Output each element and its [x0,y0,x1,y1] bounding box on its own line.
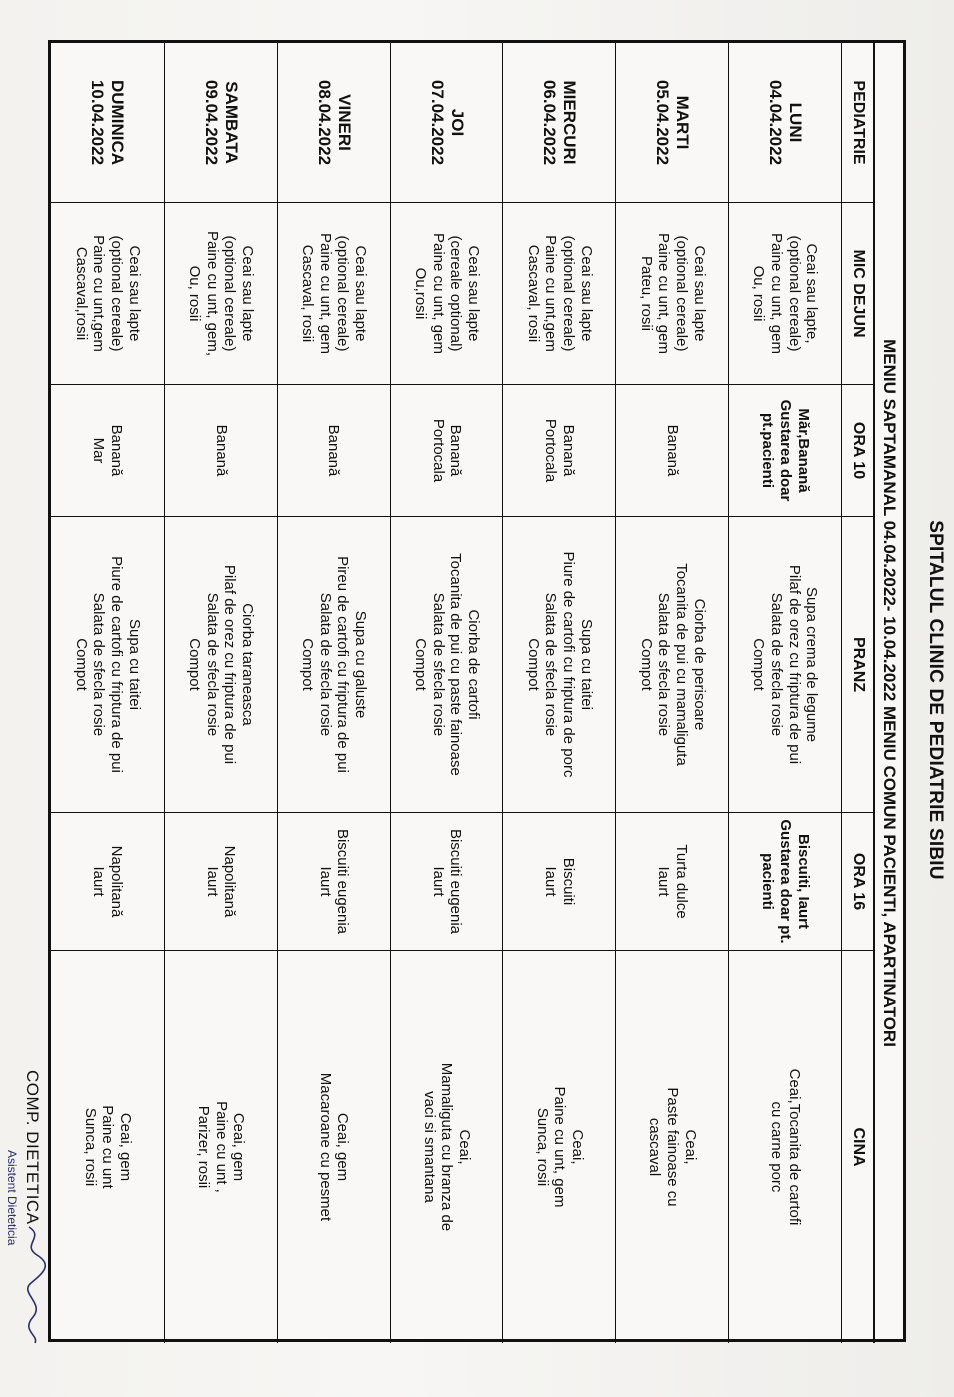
meal-cell-ora16 [164,813,277,951]
meal-item: Ciorba de cartofi [464,609,482,720]
day-date: 04.04.2022 [766,79,786,166]
day-name: MIERCURI [560,80,580,165]
meal-item: Salata de sfecla rosie [316,592,334,737]
day-date: 09.04.2022 [201,79,221,166]
meal-cell-mic-dejun [277,203,390,385]
meal-item: Ceai sau lapte [464,245,482,342]
day-name: VINERI [334,94,354,151]
meal-item: Ceai sau lapte [690,245,708,342]
day-cell [51,43,164,203]
meal-item: Banană [664,424,682,477]
meal-item: Ceai sau lapte [125,245,143,342]
meal-item: Paine cu unt, gem [655,233,673,354]
meal-item: Banană [447,424,465,477]
column-header: CINA [841,951,873,1343]
column-header: PEDIATRIE [841,43,873,203]
meal-item: cascaval [646,1117,664,1177]
meal-item: Paine cu unt, gem, [203,230,221,357]
meal-item: Cascaval, rosii [298,244,316,343]
meal-item: Iaurt [203,866,221,897]
meal-cell-mic-dejun [51,203,164,385]
meal-item: Paine cu unt, gem [551,1086,569,1208]
meal-cell-cina [277,951,390,1343]
meal-item: Ciorba taraneasca [239,603,257,726]
menu-table [48,40,906,1342]
meal-item: Ou, rosii [750,265,768,322]
meal-cell-ora16 [51,813,164,951]
meal-cell-cina [390,951,503,1343]
meal-cell-mic-dejun [728,203,841,385]
meal-item: Paine cu unt,gem [542,235,560,352]
meal-item: Ciorba de perisoare [690,598,708,731]
meal-item: Ceai sau lapte [577,245,595,342]
meal-item: Sunca, rosii [533,1107,551,1187]
meal-item: Pateu, rosii [637,255,655,332]
meal-item: Cascaval, rosii [524,244,542,343]
meal-cell-ora16 [277,813,390,951]
meal-item: Paine cu unt,gem [90,235,108,352]
column-header: PRANZ [841,517,873,813]
meal-item: Tocanita de pui cu mamaliguta [672,563,690,766]
meal-item: Ceai, gem [116,1112,134,1182]
meal-cell-ora10 [728,385,841,517]
meal-item: Banană [212,424,230,477]
meal-item: Ceai sau lapte [239,245,257,342]
meal-item: Ceai, gem [334,1112,352,1182]
meal-item: Sunca, rosii [81,1107,99,1187]
meal-item: Ceai, [456,1129,474,1165]
meal-item: Biscuiti, Iaurt [794,833,812,930]
day-name: JOI [447,108,467,137]
day-cell [277,43,390,203]
meal-cell-pranz [390,517,503,813]
meal-item: Biscuiti eugenia [334,828,352,935]
meal-item: Banană [560,424,578,477]
day-name: DUMINICA [108,80,128,165]
meal-item: Paine cu unt [99,1105,117,1189]
meal-item: Paste fainoase cu [664,1087,682,1207]
meal-item: Tocanita de pui cu paste fainoase [447,553,465,776]
meal-item: Biscuiti eugenia [447,828,465,935]
meal-item: Mamaliguta cu branza de [438,1062,456,1232]
column-header: ORA 10 [841,385,873,517]
meal-item: Gustarea doar [776,399,794,502]
meal-item: Salata de sfecla rosie [90,592,108,737]
meal-item: Macaroane cu pesmet [316,1072,334,1222]
meal-item: Salata de sfecla rosie [203,592,221,737]
meal-cell-pranz [728,517,841,813]
day-date: 06.04.2022 [540,79,560,166]
meal-item: Iaurt [429,866,447,897]
meal-cell-pranz [164,517,277,813]
meal-item: Compot [411,638,429,691]
meal-item: Pilaf de orez cu friptura de pui [785,564,803,765]
department-label: COMP. DIETETICA [23,1070,42,1225]
meal-cell-ora16 [728,813,841,951]
meal-item: Supa cu taitei [125,619,143,710]
meal-item: Cascaval,rosii [72,246,90,341]
meal-item: cu carne porc [768,1101,786,1193]
meal-cell-ora16 [615,813,728,951]
meal-cell-pranz [277,517,390,813]
meal-item: Ceai,Tocanita de cartofi [785,1068,803,1226]
day-date: 05.04.2022 [653,79,673,166]
signature-scrawl [19,1225,49,1345]
meal-item: pacienti [759,853,777,910]
meal-item: Iaurt [655,866,673,897]
meal-item: Banană [108,424,126,477]
meal-cell-mic-dejun [502,203,615,385]
day-name: SAMBATA [221,81,241,164]
meal-item: (optional cereale) [560,235,578,352]
meal-item: Salata de sfecla rosie [429,592,447,737]
column-header: MIC DEJUN [841,203,873,385]
day-date: 07.04.2022 [427,79,447,166]
hospital-title: SPITALUL CLINIC DE PEDIATRIE SIBIU [925,520,946,880]
meal-item: (optional cereale) [672,235,690,352]
meal-item: Compot [186,638,204,691]
meal-item: Biscuiti [560,857,578,906]
meal-item: Banană [325,424,343,477]
meal-item: Pireu de cartofi cu friptura de pui [334,556,352,773]
meal-item: Ou,rosii [411,267,429,320]
meal-item: Paine cu unt, gem [316,233,334,354]
meal-item: Paine cu unt, gem [768,233,786,354]
meal-item: Parizer, rosii [194,1105,212,1189]
meal-item: Ceai sau lapte, [803,243,821,344]
meal-item: Napolitană [221,845,239,918]
meal-item: Supa cu taitei [577,619,595,710]
meal-cell-ora16 [502,813,615,951]
meal-cell-cina [51,951,164,1343]
meal-item: Ceai, [568,1129,586,1165]
day-cell [164,43,277,203]
meal-item: Supa crema de legume [803,586,821,743]
day-cell [728,43,841,203]
meal-item: Ceai, gem [230,1112,248,1182]
meal-item: Gustarea doar pt. [776,819,794,944]
meal-cell-mic-dejun [390,203,503,385]
meal-item: Măr,Banană [794,408,812,493]
meal-item: (cereale optional) [447,235,465,352]
meal-item: Salata de sfecla rosie [768,592,786,737]
meal-item: Salata de sfecla rosie [655,592,673,737]
meal-item: (optional cereale) [108,235,126,352]
meal-cell-cina [502,951,615,1343]
meal-item: Portocala [542,418,560,483]
day-date: 10.04.2022 [88,79,108,166]
meal-cell-mic-dejun [164,203,277,385]
meal-cell-cina [164,951,277,1343]
meal-item: vaci si smantana [420,1091,438,1203]
meal-item: (optional cereale) [221,235,239,352]
meal-item: Ceai, [681,1129,699,1165]
meal-cell-ora10 [277,385,390,517]
day-name: MARTI [673,95,693,150]
meal-item: Compot [637,638,655,691]
day-cell [390,43,503,203]
meal-item: Compot [72,638,90,691]
meal-cell-pranz [615,517,728,813]
meal-item: Piure de cartofi cu friptura de pui [108,556,126,773]
meal-cell-ora10 [164,385,277,517]
meal-cell-cina [615,951,728,1343]
meal-item: Turta dulce [672,844,690,919]
meal-item: Ou, rosii [186,265,204,322]
meal-item: Salata de sfecla rosie [542,592,560,737]
meal-item: (optional cereale) [334,235,352,352]
column-header: ORA 16 [841,813,873,951]
meal-cell-pranz [51,517,164,813]
meal-item: Mar [90,437,108,464]
meal-cell-pranz [502,517,615,813]
meal-item: Napolitană [108,845,126,918]
day-cell [502,43,615,203]
meal-item: Compot [524,638,542,691]
meal-cell-mic-dejun [615,203,728,385]
meal-cell-ora10 [51,385,164,517]
meal-item: Compot [298,638,316,691]
meal-item: Supa cu galuste [352,610,370,719]
meal-item: Piure de cartofi cu friptura de porc [560,551,578,778]
day-name: LUNI [786,102,806,143]
meal-cell-ora10 [615,385,728,517]
meal-item: Portocala [429,418,447,483]
menu-title: MENIU SAPTAMANAL 04.04.2022- 10.04.2022 MENIU COMUN PACIENTI, APARTINATORI [873,43,903,1343]
meal-item: (optional cereale) [785,235,803,352]
meal-item: Paine cu unt , [212,1101,230,1193]
meal-item: pt.pacienti [759,412,777,488]
meal-item: Iaurt [316,866,334,897]
meal-cell-cina [728,951,841,1343]
signature-role: Asistent Dieteticia [5,1150,19,1246]
meal-cell-ora10 [502,385,615,517]
meal-cell-ora10 [390,385,503,517]
day-date: 08.04.2022 [314,79,334,166]
meal-item: Compot [750,638,768,691]
meal-item: Paine cu unt, gem [429,233,447,354]
meal-item: Pilaf de orez cu friptura de pui [221,564,239,765]
day-cell [615,43,728,203]
meal-item: Iaurt [542,866,560,897]
meal-item: Ceai sau lapte [352,245,370,342]
meal-item: Iaurt [90,866,108,897]
meal-cell-ora16 [390,813,503,951]
